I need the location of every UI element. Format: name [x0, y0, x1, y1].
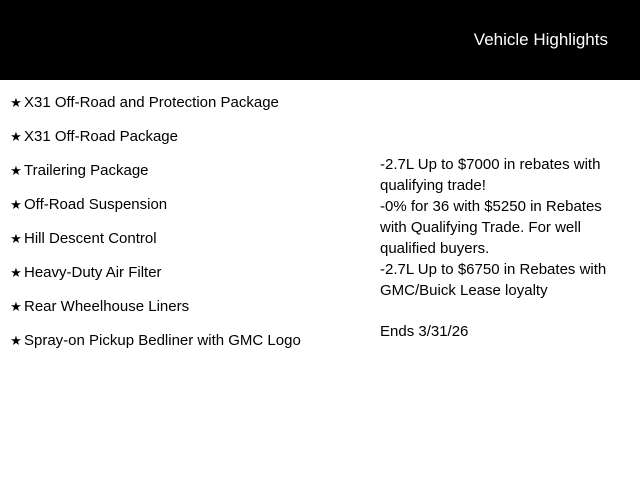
- list-item: [0, 228, 370, 250]
- star-icon: ★: [10, 95, 22, 110]
- star-icon: ★: [10, 163, 22, 178]
- highlight-label: Rear Wheelhouse Liners: [24, 298, 190, 315]
- highlight-label: Heavy-Duty Air Filter: [24, 264, 162, 281]
- offer-line: -0% for 36 with $5250 in Rebates with Qualifying Trade. For well qualified buyers.: [380, 198, 602, 257]
- highlight-label: X31 Off-Road Package: [24, 128, 178, 145]
- content-area: [0, 80, 640, 480]
- star-icon: ★: [10, 265, 22, 280]
- offers-block: [380, 154, 630, 342]
- star-icon: ★: [10, 231, 22, 246]
- offer-line: -2.7L Up to $6750 in Rebates with GMC/Buick Lease loyalty: [380, 261, 607, 299]
- highlight-label: Trailering Package: [24, 162, 149, 179]
- offer-line: -2.7L Up to $7000 in rebates with qualifying trade!: [380, 156, 601, 194]
- list-item: [0, 92, 370, 114]
- highlight-label: Off-Road Suspension: [24, 196, 168, 213]
- highlights-list: [0, 80, 370, 364]
- star-icon: ★: [10, 129, 22, 144]
- list-item: [0, 194, 370, 216]
- highlight-label: Hill Descent Control: [24, 230, 157, 247]
- list-item: [0, 262, 370, 284]
- list-item: [0, 296, 370, 318]
- star-icon: ★: [10, 197, 22, 212]
- page-title: Vehicle Highlights: [473, 30, 608, 49]
- list-item: [0, 330, 370, 352]
- highlight-label: Spray-on Pickup Bedliner with GMC Logo: [24, 332, 301, 349]
- list-item: [0, 160, 370, 182]
- star-icon: ★: [10, 299, 22, 314]
- star-icon: ★: [10, 333, 22, 348]
- highlight-label: X31 Off-Road and Protection Package: [24, 94, 279, 111]
- header-bar: [0, 0, 640, 80]
- offer-end-date: Ends 3/31/26: [380, 323, 469, 340]
- list-item: [0, 126, 370, 148]
